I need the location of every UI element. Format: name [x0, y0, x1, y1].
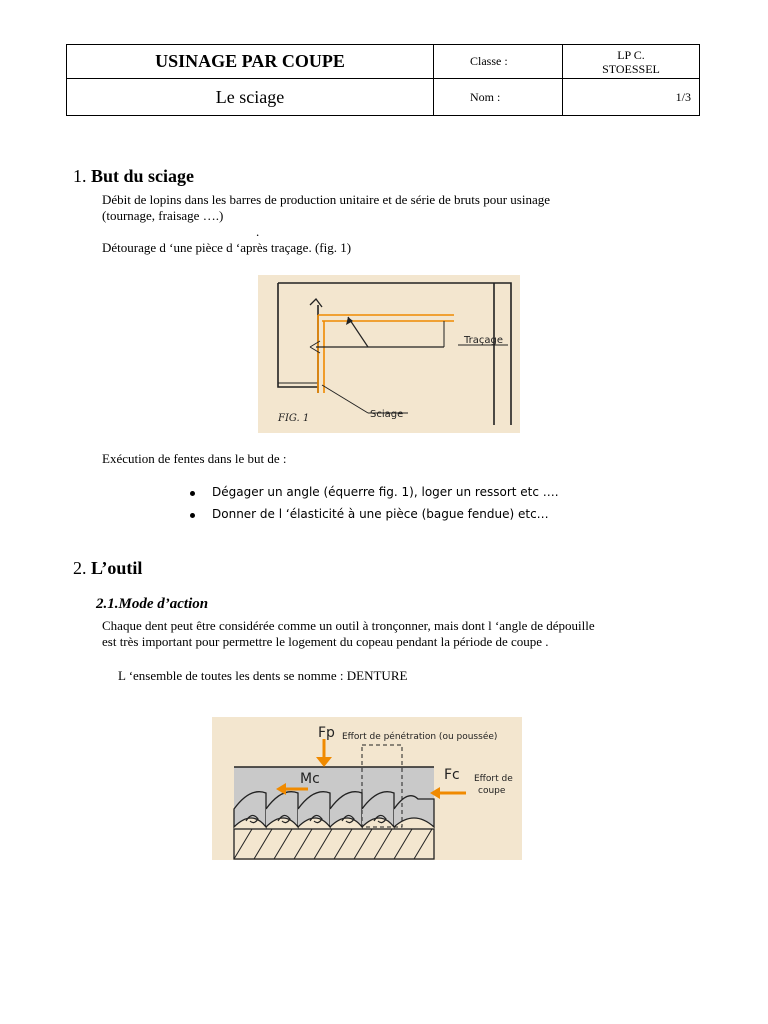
section2-number: 2. — [73, 558, 87, 578]
nom-label: Nom : — [434, 79, 563, 116]
fig1-label-tracage: Traçage — [464, 335, 504, 346]
fc-text-2: coupe — [478, 786, 506, 796]
section1-number: 1. — [73, 166, 87, 186]
doc-subtitle: Le sciage — [67, 79, 434, 116]
fig1-label-sciage: Sciage — [370, 409, 404, 420]
figure-1-drawing — [258, 275, 520, 433]
bullet-dot — [190, 513, 195, 518]
section2-para1-line2: est très important pour permettre le logement du copeau pendant la période de coupe . — [102, 634, 549, 649]
section2-subtitle: 2.1.Mode d’action — [96, 596, 209, 612]
fp-label: Fp — [318, 725, 335, 741]
school-line2: STOESSEL — [602, 61, 660, 76]
section1-title: But du sciage — [91, 166, 195, 186]
section1-para1-line1: Débit de lopins dans les barres de production unitaire et de série de bruts pour usinage — [102, 192, 551, 207]
figure-2-saw-teeth — [212, 717, 522, 860]
school-line1: LP C. — [617, 47, 645, 62]
fig1-caption: FIG. 1 — [278, 413, 310, 424]
bullet-item-2: Donner de l ‘élasticité à une pièce (bague fendue) etc… — [212, 507, 549, 521]
fp-text: Effort de pénétration (ou poussée) — [342, 732, 498, 742]
section2-heading — [73, 558, 142, 579]
mc-label: Mc — [300, 771, 320, 787]
header-table — [66, 44, 700, 116]
figure-1-detourage — [258, 275, 520, 433]
section2-para2: L ‘ensemble de toutes les dents se nomme : DENTURE — [118, 668, 408, 683]
section1-dot: . — [256, 224, 260, 239]
figure-2-drawing — [212, 717, 522, 860]
section1-heading — [73, 166, 194, 187]
section1-para1-line2: (tournage, fraisage ….) — [102, 208, 224, 223]
bullet-item-1: Dégager un angle (équerre fig. 1), loger un ressort etc …. — [212, 485, 559, 499]
section2-title: L’outil — [91, 558, 143, 578]
section1-para3: Exécution de fentes dans le but de : — [102, 451, 287, 466]
page-number: 1/3 — [563, 79, 700, 116]
doc-title: USINAGE PAR COUPE — [67, 45, 434, 79]
classe-label: Classe : — [434, 45, 563, 79]
section2-para1-line1: Chaque dent peut être considérée comme un outil à tronçonner, mais dont l ‘angle de dépouille — [102, 618, 595, 633]
school-name — [563, 45, 700, 79]
fc-label: Fc — [444, 767, 460, 783]
section1-para2: Détourage d ‘une pièce d ‘après traçage. (fig. 1) — [102, 240, 352, 255]
bullet-dot — [190, 491, 195, 496]
fc-text-1: Effort de — [474, 774, 513, 784]
